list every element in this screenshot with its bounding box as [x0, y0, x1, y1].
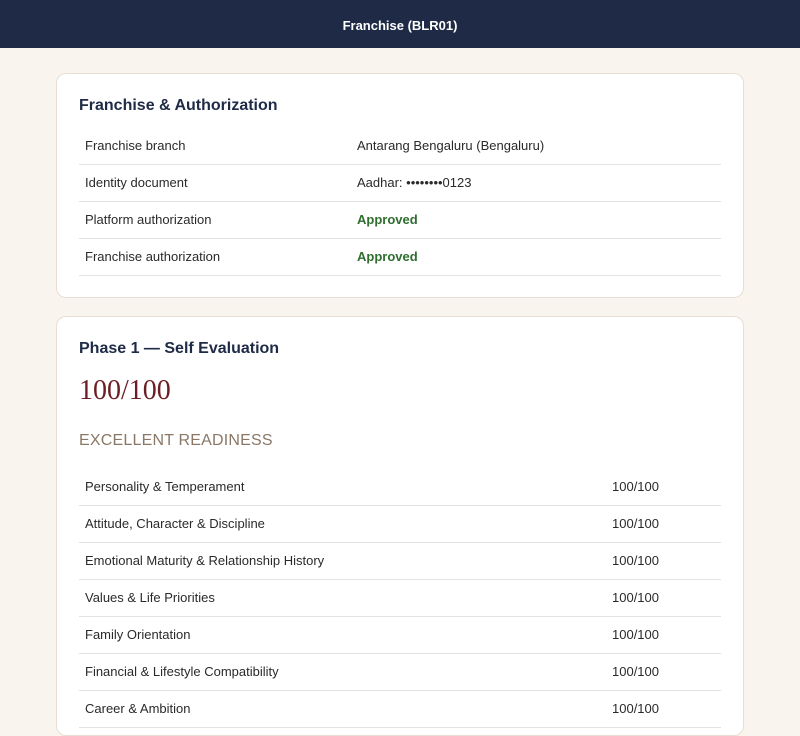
table-row: [79, 616, 721, 653]
table-row: [79, 127, 721, 164]
row-score: 100/100: [606, 579, 721, 616]
row-label: Platform authorization: [79, 201, 351, 238]
row-value: Aadhar: ••••••••0123: [351, 164, 721, 201]
table-row: [79, 201, 721, 238]
table-row: [79, 505, 721, 542]
franchise-authorization-card: [56, 73, 744, 298]
row-score: 100/100: [606, 505, 721, 542]
row-label: Values & Life Priorities: [79, 579, 606, 616]
phase1-score-table: [79, 468, 721, 728]
row-label: Personality & Temperament: [79, 468, 606, 505]
row-label: Career & Ambition: [79, 690, 606, 727]
table-row: [79, 653, 721, 690]
row-label: Franchise authorization: [79, 238, 351, 275]
row-score: 100/100: [606, 690, 721, 727]
row-value: Antarang Bengaluru (Bengaluru): [351, 127, 721, 164]
row-label: Attitude, Character & Discipline: [79, 505, 606, 542]
top-bar: [0, 0, 800, 48]
row-score: 100/100: [606, 542, 721, 579]
readiness-label: EXCELLENT READINESS: [79, 432, 273, 449]
table-row: [79, 468, 721, 505]
table-row: [79, 690, 721, 727]
card-title: Franchise & Authorization: [79, 97, 278, 114]
card-title: Phase 1 — Self Evaluation: [79, 340, 280, 357]
row-score: 100/100: [606, 653, 721, 690]
table-row: [79, 542, 721, 579]
status-badge: Approved: [351, 201, 721, 238]
table-row: [79, 164, 721, 201]
overall-score: 100/100: [79, 375, 171, 406]
row-label: Financial & Lifestyle Compatibility: [79, 653, 606, 690]
row-score: 100/100: [606, 616, 721, 653]
table-row: [79, 579, 721, 616]
row-label: Franchise branch: [79, 127, 351, 164]
phase1-card: [56, 316, 744, 736]
table-row: [79, 238, 721, 275]
status-badge: Approved: [351, 238, 721, 275]
authorization-table: [79, 127, 721, 276]
row-label: Identity document: [79, 164, 351, 201]
row-label: Family Orientation: [79, 616, 606, 653]
row-label: Emotional Maturity & Relationship History: [79, 542, 606, 579]
row-score: 100/100: [606, 468, 721, 505]
page-title: Franchise (BLR01): [342, 17, 458, 33]
